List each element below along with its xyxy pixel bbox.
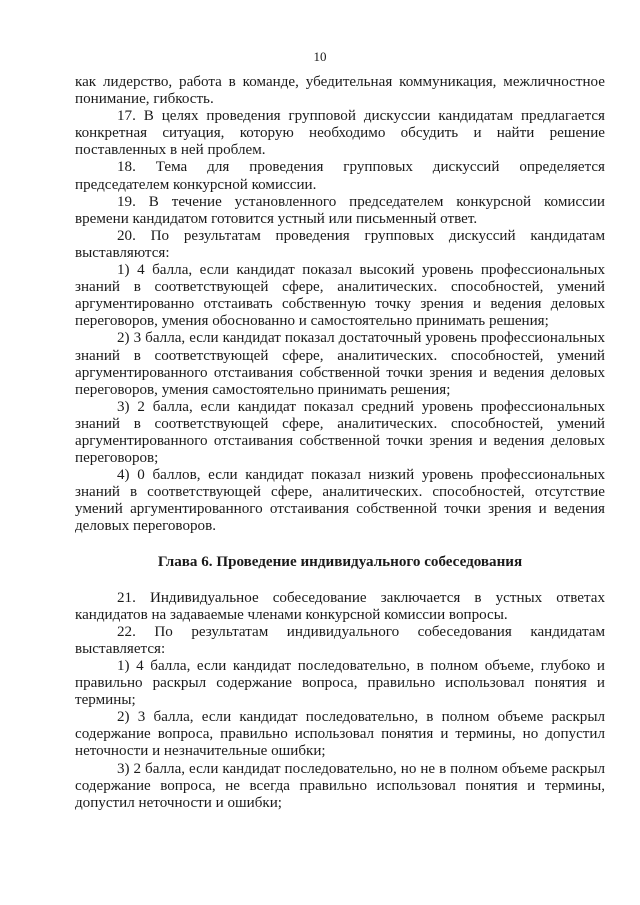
chapter-heading: Глава 6. Проведение индивидуального собеседования [157, 553, 523, 570]
paragraph-19: 19. В течение установленного председателем конкурсной комиссии времени кандидатом готовится устный или письменный ответ. [75, 193, 605, 227]
document-body [75, 74, 605, 812]
paragraph-20-item-1: 1) 4 балла, если кандидат показал высокий уровень профессиональных знаний в соответствующей сфере, аналитических. способностей, умений аргументированно отстаивать собственную точку зрения и ведения деловых переговоров, умения обоснованно и самостоятельно принимать решения; [75, 262, 605, 330]
paragraph-17: 17. В целях проведения групповой дискуссии кандидатам предлагается конкретная ситуация, которую необходимо обсудить и найти решение поставленных в ней проблем. [75, 108, 605, 159]
paragraph-20-item-4: 4) 0 баллов, если кандидат показал низкий уровень профессиональных знаний в соответствующей сфере, аналитических. способностей, отсутствие умений аргументированного отстаивания собственной точки зрения и ведения деловых переговоров. [75, 467, 605, 535]
paragraph-20: 20. По результатам проведения групповых дискуссий кандидатам выставляются: [75, 227, 605, 261]
paragraph-20-item-2: 2) 3 балла, если кандидат показал достаточный уровень профессиональных знаний в соответствующей сфере, аналитических. способностей, умений аргументированного отстаивания собственной точки зрения и ведения деловых переговоров, умения самостоятельно принимать решения; [75, 330, 605, 398]
paragraph-21: 21. Индивидуальное собеседование заключается в устных ответах кандидатов на задаваемые членами конкурсной комиссии вопросы. [75, 589, 605, 623]
paragraph-18: 18. Тема для проведения групповых дискуссий определяется председателем конкурсной комиссии. [75, 159, 605, 193]
paragraph-22-item-3: 3) 2 балла, если кандидат последовательно, но не в полном объеме раскрыл содержание вопроса, не всегда правильно использовал понятия и термины, допустил неточности и ошибки; [75, 760, 605, 811]
page-number: 10 [313, 49, 327, 64]
paragraph-22-item-1: 1) 4 балла, если кандидат последовательно, в полном объеме, глубоко и правильно раскрыл содержание вопроса, правильно использовал понятия и термины; [75, 658, 605, 709]
paragraph-continuation: как лидерство, работа в команде, убедительная коммуникация, межличностное понимание, гибкость. [75, 74, 605, 108]
paragraph-22: 22. По результатам индивидуального собеседования кандидатам выставляется: [75, 623, 605, 657]
paragraph-22-item-2: 2) 3 балла, если кандидат последовательно, в полном объеме раскрыл содержание вопроса, правильно использовал понятия и термины, но допустил неточности и незначительные ошибки; [75, 709, 605, 760]
paragraph-20-item-3: 3) 2 балла, если кандидат показал средний уровень профессиональных знаний в соответствующей сфере, аналитических. способностей, умений аргументированного отстаивания собственной точки зрения и ведения деловых переговоров; [75, 398, 605, 467]
